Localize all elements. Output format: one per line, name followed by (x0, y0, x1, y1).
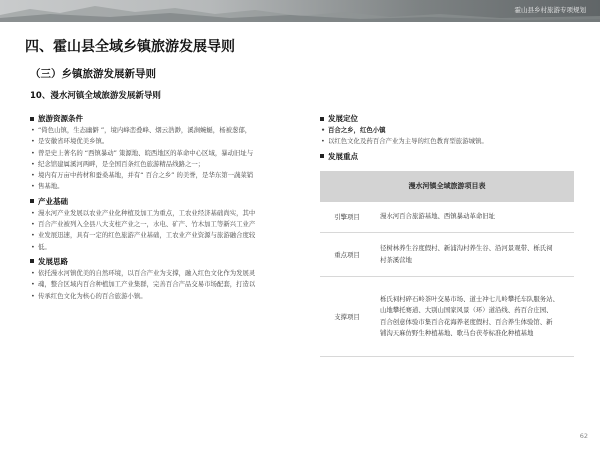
resources-list (30, 125, 305, 193)
projects-table (320, 171, 574, 358)
list-item: • 是安徽省环境优美乡镇。 (30, 136, 305, 147)
list-item: • 纪念馆建属溪河两畔，是全国百条红色旅游精品线路之一； (30, 159, 305, 170)
table-row (320, 202, 574, 233)
square-bullet-icon (30, 117, 34, 121)
left-column (30, 113, 305, 305)
square-bullet-icon (320, 117, 324, 121)
ideas-heading: 发展思路 (30, 256, 305, 267)
square-bullet-icon (30, 259, 34, 263)
row-content: 径树林养生谷度假村、新浦沟村养生谷、沿河景观带、栎氏祠 村茶溪营地 (374, 233, 574, 277)
page-number: 62 (579, 432, 588, 440)
positioning-heading: 发展定位 (320, 113, 574, 124)
ideas-list (30, 268, 305, 302)
list-item: • 漫水河产业发展以农业产业化种植及加工为重点，工农业经济基础尚实，其中 (30, 208, 305, 219)
list-item: • 曾是史上著名的 “西镇暴动” 策源地、皖西地区的革命中心区域，暴动旧址与 (30, 148, 305, 159)
industry-heading: 产业基础 (30, 196, 305, 207)
mountain-landscape-image (0, 0, 600, 22)
row-content: 栎氏祠村碎石岭茶叶交易市场、道士冲七儿岭攀托车队服务站、 山地攀托赛道、大别山国家风景（环）道沿线、药百合庄园、 百合创意体验市集百合花海养老度假村、百合养生体验馆、新 铺沟天麻仿野生种植基地、歌马台茯苓标准化种植基地 (374, 277, 574, 357)
table-title: 漫水河镇全域旅游项目表 (320, 171, 574, 202)
list-item: • 百合产业被列入全县八大支柱产业之一，水电、矿产、竹木加工等新兴工业产 (30, 219, 305, 230)
list-item: • 以红色文化及药百合产业为主导的红色教育型旅游城镇。 (320, 136, 574, 147)
focus-heading: 发展重点 (320, 151, 574, 162)
section-title: 10、漫水河镇全域旅游发展新导则 (30, 91, 161, 101)
row-category: 支撑项目 (320, 277, 374, 357)
page-title: 四、霍山县全域乡镇旅游发展导则 (25, 39, 235, 55)
list-item: • “倚色山镇，生态幽僻 ”，境内峰峦叠峰、烟云浩渺，溪涧蜿蜒，杨被葱郁， (30, 125, 305, 136)
table-row (320, 277, 574, 357)
row-category: 引擎项目 (320, 202, 374, 233)
list-item: • 依托漫水河镇优美的自然环境，以百合产业为支撑，融入红色文化作为发展灵 (30, 268, 305, 279)
list-item: • 魂，整合区域内百合种植加工产业集群，完善百合产品交易市场配套，打造以 (30, 279, 305, 290)
header-banner (0, 0, 600, 22)
list-item: • 售基地。 (30, 181, 305, 192)
list-item: • 低。 (30, 242, 305, 253)
square-bullet-icon (30, 199, 34, 203)
industry-list (30, 208, 305, 253)
resources-heading: 旅游资源条件 (30, 113, 305, 124)
list-item: • 境内有万亩中药材和蚕桑基地，并有“ 百合之乡” 的美誉，是华东第一蔬菜销 (30, 170, 305, 181)
document-title: 霍山县乡村旅游专项规划 (514, 6, 586, 14)
square-bullet-icon (320, 154, 324, 158)
list-item: • 百合之乡，红色小镇 (320, 125, 574, 136)
list-item: • 传承红色文化为核心的百合旅游小镇。 (30, 291, 305, 302)
row-content: 漫水河百合旅游基地、西镇暴动革命旧址 (374, 202, 574, 233)
list-item: • 业发展迅速，具有一定的红色旅游产业基础，工农业产业资源与旅游融合度较 (30, 230, 305, 241)
positioning-list (320, 125, 574, 148)
page-subtitle: （三）乡镇旅游发展新导则 (30, 68, 156, 80)
row-category: 重点项目 (320, 233, 374, 277)
right-column (320, 113, 574, 357)
table-row (320, 233, 574, 277)
